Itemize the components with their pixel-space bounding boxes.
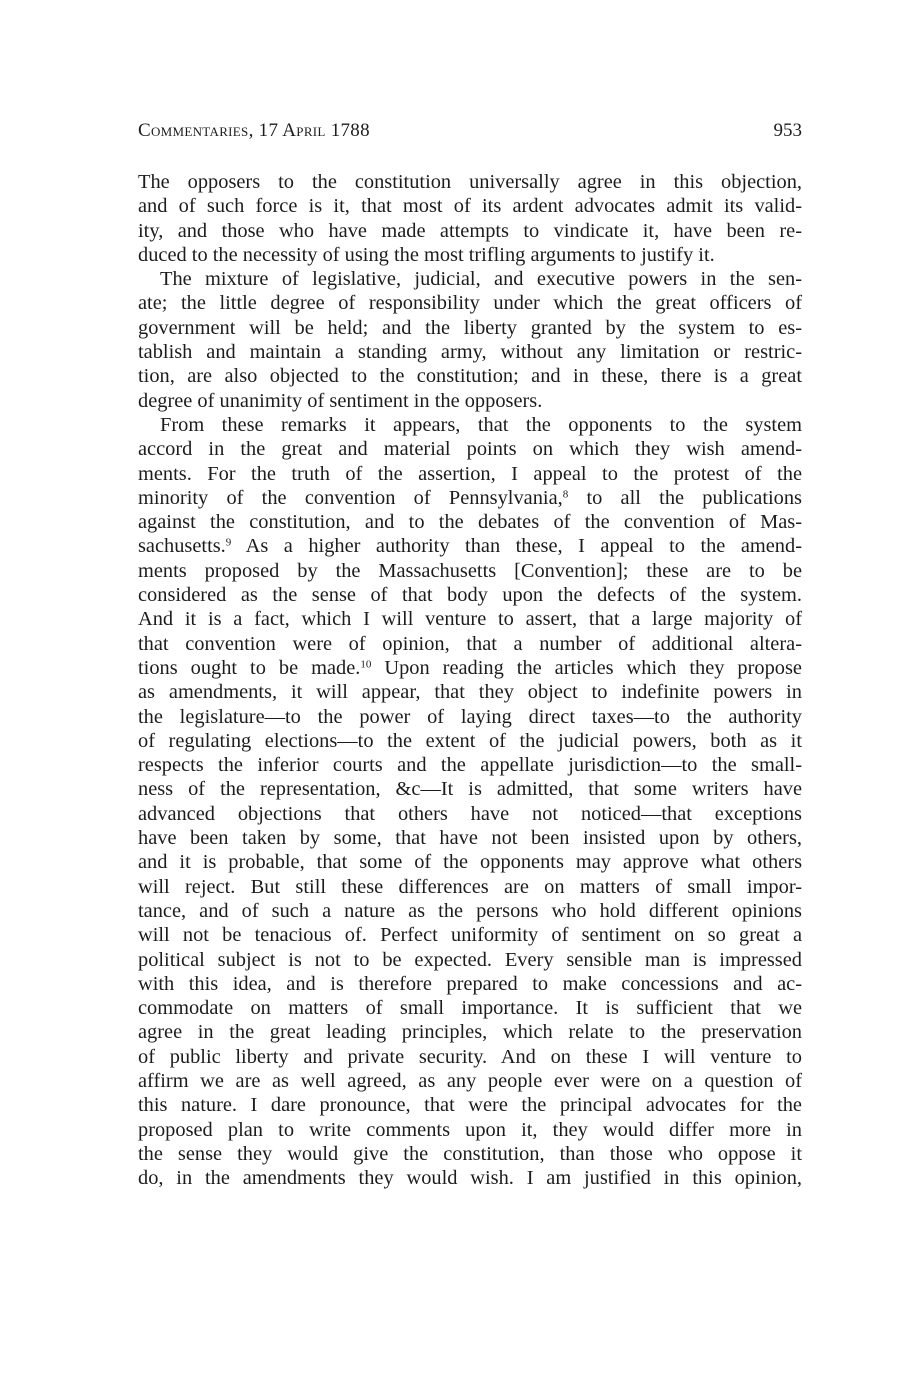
text-segment: sachusetts.: [138, 535, 226, 558]
text-line: tion, are also objected to the constitution; and in these, there is a great: [138, 365, 802, 388]
text-segment: minority of the convention of Pennsylvania,: [138, 486, 563, 509]
text-line: accord in the great and material points on which they wish amend-: [138, 438, 802, 461]
text-line: advanced objections that others have not noticed—that exceptions: [138, 802, 802, 825]
footnote-ref-10: 10: [360, 658, 372, 671]
text-segment: tions ought to be made.: [138, 656, 361, 679]
text-line: that convention were of opinion, that a number of additional altera-: [138, 632, 802, 655]
text-line: respects the inferior courts and the appellate jurisdiction—to the small-: [138, 754, 802, 777]
text-line: as amendments, it will appear, that they object to indefinite powers in: [138, 681, 802, 704]
text-line: The opposers to the constitution universally agree in this objection,: [138, 171, 802, 193]
text-line: tance, and of such a nature as the persons who hold different opinions: [138, 899, 802, 922]
text-line: ments. For the truth of the assertion, I appeal to the protest of the: [138, 462, 802, 485]
text-line: affirm we are as well agreed, as any people ever were on a question of: [138, 1069, 802, 1092]
text-line-with-note: [138, 656, 802, 680]
text-line: agree in the great leading principles, which relate to the preservation: [138, 1021, 802, 1044]
paragraph-start-line: From these remarks it appears, that the opponents to the system: [160, 413, 802, 436]
text-line: do, in the amendments they would wish. I am justified in this opinion,: [138, 1167, 802, 1190]
text-segment: Upon reading the articles which they propose: [384, 656, 802, 679]
text-line-with-note: [138, 534, 802, 558]
text-line: ness of the representation, &c—It is admitted, that some writers have: [138, 778, 802, 801]
text-line: and of such force is it, that most of its ardent advocates admit its valid-: [138, 195, 802, 218]
text-segment: to all the publications: [586, 486, 802, 509]
text-line: against the constitution, and to the debates of the convention of Mas-: [138, 511, 802, 534]
document-page: [138, 118, 802, 1190]
text-line: of public liberty and private security. And on these I will venture to: [138, 1045, 802, 1068]
text-line: the sense they would give the constitution, than those who oppose it: [138, 1142, 802, 1165]
text-line: degree of unanimity of sentiment in the opposers.: [138, 389, 543, 412]
text-line: will reject. But still these differences are on matters of small impor-: [138, 875, 802, 898]
text-line-with-note: [138, 486, 802, 510]
text-line: government will be held; and the liberty granted by the system to es-: [138, 316, 802, 339]
paragraph-start-line: The mixture of legislative, judicial, and executive powers in the sen-: [160, 268, 802, 291]
text-line: will not be tenacious of. Perfect uniformity of sentiment on so great a: [138, 924, 802, 947]
text-line: duced to the necessity of using the most trifling arguments to justify it.: [138, 243, 715, 266]
text-line: and it is probable, that some of the opponents may approve what others: [138, 851, 802, 874]
text-line: political subject is not to be expected. Every sensible man is impressed: [138, 948, 802, 971]
text-line: this nature. I dare pronounce, that were the principal advocates for the: [138, 1094, 802, 1117]
text-line: considered as the sense of that body upon the defects of the system.: [138, 584, 802, 607]
body-text: [138, 170, 802, 1190]
footnote-ref-8: 8: [562, 488, 569, 501]
text-line: ments proposed by the Massachusetts [Convention]; these are to be: [138, 559, 802, 582]
text-segment: As a higher authority than these, I appeal to the amend-: [245, 535, 802, 558]
text-line: with this idea, and is therefore prepared to make concessions and ac-: [138, 972, 802, 995]
running-head: [138, 118, 802, 144]
text-line: ate; the little degree of responsibility under which the great officers of: [138, 292, 802, 315]
text-line: of regulating elections—to the extent of the judicial powers, both as it: [138, 729, 802, 752]
running-title: Commentaries, 17 April 1788: [138, 120, 370, 141]
text-line: tablish and maintain a standing army, without any limitation or restric-: [138, 341, 802, 364]
text-line: And it is a fact, which I will venture to assert, that a large majority of: [138, 608, 802, 631]
text-line: have been taken by some, that have not been insisted upon by others,: [138, 827, 802, 850]
text-line: proposed plan to write comments upon it, they would differ more in: [138, 1118, 802, 1141]
text-line: ity, and those who have made attempts to vindicate it, have been re-: [138, 219, 802, 242]
footnote-ref-9: 9: [225, 536, 232, 549]
page-number: 953: [773, 120, 802, 141]
text-line: commodate on matters of small importance. It is sufficient that we: [138, 997, 802, 1020]
text-line: the legislature—to the power of laying direct taxes—to the authority: [138, 705, 802, 728]
